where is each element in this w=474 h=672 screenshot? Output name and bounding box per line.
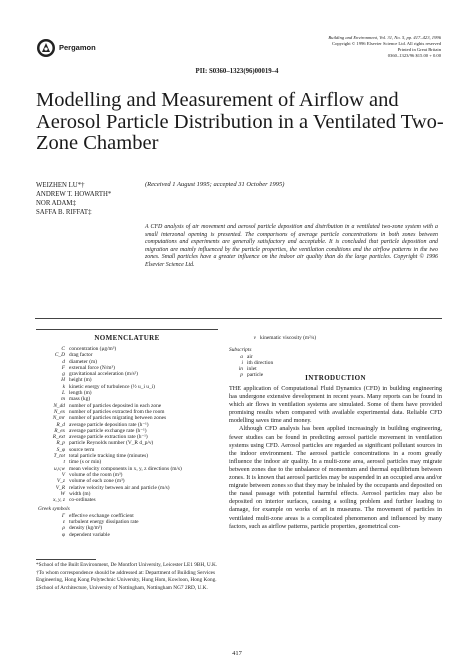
publisher-logo-icon <box>36 38 56 58</box>
nomenclature-symbol: m <box>61 396 65 403</box>
nomenclature-continued <box>229 335 449 379</box>
nomenclature-definition: ith direction <box>247 359 274 366</box>
nomenclature-definition: mass (kg) <box>69 396 91 403</box>
footnote: *School of the Built Environment, De Montfort University, Leicester LE1 9BH, U.K. <box>36 562 218 568</box>
nomenclature-symbol: u,v,w <box>54 465 65 472</box>
nomenclature-symbol: k <box>62 383 65 390</box>
publisher-name: Pergamon <box>59 43 96 52</box>
nomenclature-definition: volume of each zone (m³) <box>69 478 125 485</box>
received-dates: (Received 1 August 1995; accepted 31 October 1995) <box>145 181 285 188</box>
nomenclature-symbol: x, y, z <box>53 497 65 504</box>
nomenclature-symbol: V <box>61 471 65 478</box>
nomenclature-symbol: R_p <box>56 440 65 447</box>
footnote: ‡School of Architecture, University of Nottingham, Nottingham NG7 2RD, U.K. <box>36 585 208 592</box>
introduction-body <box>229 385 442 531</box>
nomenclature-definition: air <box>247 353 253 360</box>
greek-symbols-heading: Greek symbols <box>38 506 70 513</box>
nomenclature-symbol: i <box>241 359 243 366</box>
nomenclature-definition: kinetic energy of turbulence (½ u_i u_i) <box>69 383 155 390</box>
journal-info <box>328 35 441 59</box>
nomenclature-definition: average particle exchange rate (h⁻¹) <box>69 427 147 434</box>
journal-printed: Printed in Great Britain <box>397 47 441 52</box>
author: WEIZHEN LU*† <box>36 182 85 189</box>
nomenclature-symbol: ε <box>62 519 65 526</box>
nomenclature-entry <box>38 532 218 538</box>
nomenclature-definition: drag factor <box>69 352 93 359</box>
nomenclature-definition: width (m) <box>69 490 91 497</box>
nomenclature-definition: external force (N/m³) <box>69 364 115 371</box>
nomenclature-symbol: V_z <box>56 478 65 485</box>
nomenclature-definition: source term <box>69 446 95 453</box>
nomenclature-symbol: N_dd <box>53 402 65 409</box>
nomenclature-definition: number of particles deposited in each zone <box>69 402 162 409</box>
nomenclature-definition: co-ordinates <box>69 497 96 504</box>
paragraph: THE application of Computational Fluid Dynamics (CFD) in building engineering has undergone extensive development in recent years. Many reports can be found in which air flows in ventilation systems are simulated. Some of them have provided promising results when compared with available experimental data. Reliable CFD modelling saves time and money. <box>229 385 442 425</box>
nomenclature-symbol: H <box>61 377 65 384</box>
nomenclature-symbol: C <box>61 346 65 352</box>
nomenclature-definition: particle Reynolds number (V_R d_p/ν) <box>69 440 154 447</box>
nomenclature-definition: mean velocity components in x, y, z directions (m/s) <box>69 465 182 472</box>
nomenclature-list <box>38 346 218 538</box>
nomenclature-entry <box>229 335 449 341</box>
nomenclature-entry <box>38 497 218 503</box>
nomenclature-definition: inlet <box>247 366 257 373</box>
nomenclature-definition: length (m) <box>69 390 92 397</box>
nomenclature-heading: NOMENCLATURE <box>94 334 160 342</box>
nomenclature-definition: average particle extraction rate (h⁻¹) <box>69 434 148 441</box>
nomenclature-definition: effective exchange coefficient <box>69 512 134 519</box>
footnote: †To whom correspondence should be addressed at: Department of Building Services Engineering, Hong Kong Polytechnic University, Hung Hom, Kowloon, Hong Kong. <box>36 570 217 584</box>
nomenclature-definition: average particle deposition rate (h⁻¹) <box>69 421 149 428</box>
nomenclature-definition: dependent variable <box>69 531 110 538</box>
nomenclature-definition: diameter (m) <box>69 358 97 365</box>
footnotes <box>36 562 218 594</box>
nomenclature-symbol: p <box>240 372 243 379</box>
nomenclature-symbol: C_D <box>54 352 65 359</box>
nomenclature-definition: particle <box>247 372 264 379</box>
nomenclature-symbol: F <box>61 364 65 371</box>
subscripts-heading: Subscripts <box>229 347 252 354</box>
nomenclature-definition: height (m) <box>69 377 92 384</box>
nomenclature-symbol: R_ex <box>54 427 65 434</box>
author: SAFFA B. RIFFAT‡ <box>36 209 92 216</box>
page-number: 417 <box>232 650 242 657</box>
nomenclature-symbol: S_φ <box>56 446 65 453</box>
nomenclature-definition: number of particles extracted from the room <box>69 408 165 415</box>
journal-copyright: Copyright © 1996 Elsevier Science Ltd. All rights reserved <box>332 41 441 46</box>
nomenclature-symbol: R_ext <box>52 434 65 441</box>
nomenclature-symbol: V_R <box>55 484 65 491</box>
nomenclature-symbol: d <box>62 358 65 365</box>
abstract: A CFD analysis of air movement and aerosol particle deposition and distribution in a ventilated two-zone system with a small interzonal opening is presented. The comparisons of average particle concentrations in both zones between computations and experiments are generally satisfactory and acceptable. It is concluded that particle deposition and migration are mainly influenced by the particle properties, the ventilation conditions and the airflow patterns in the two zones. Small particles have a greater influence on the indoor air quality than do the large particles. Copyright © 1996 Elsevier Science Ltd. <box>145 224 438 268</box>
section-divider <box>35 318 442 319</box>
nomenclature-symbol: R_d <box>56 421 65 428</box>
nomenclature-symbol: N_ex <box>53 408 65 415</box>
nomenclature-definition: number of particles migrating between zones <box>69 415 167 422</box>
nomenclature-symbol: ρ <box>62 525 65 532</box>
nomenclature-symbol: ν <box>253 335 256 341</box>
nomenclature-symbol: φ <box>62 531 65 538</box>
pii-identifier: PII: S0360–1323(96)00019–4 <box>195 68 279 75</box>
nomenclature-definition: concentration (μg/m³) <box>69 346 117 352</box>
author: ANDREW T. HOWARTH* <box>36 191 112 198</box>
nomenclature-definition: kinematic viscosity (m²/s) <box>260 335 317 341</box>
introduction-heading: INTRODUCTION <box>305 374 366 382</box>
nomenclature-definition: turbulent energy dissipation rate <box>69 519 139 526</box>
nomenclature-definition: gravitational acceleration (m/s²) <box>69 371 138 378</box>
nomenclature-symbol: g <box>62 371 65 378</box>
paragraph: Although CFD analysis has been applied increasingly in building engineering, fewer studies can be found in predicting aerosol particle movement in ventilation systems using CFD. Aerosol particles are regarded as significant pollutant sources in the indoor environment. The aerosol particle concentrations in a room greatly influence the indoor air quality. In a multi-zone area, aerosol particles may migrate between zones due to the unbalance of momentum and thermal equilibrium between zones. It is known that aerosol particles may be suspended in an occupied area and/or migrate between zones so that they may be inhaled by the occupants and deposited on the nasal passage with potential harmful effects. Aerosol particles may also be deposited on interior surfaces, causing a soiling problem and further leading to damage, for example on works of art in museums. The movement of particles in ventilated multi-zone areas is a complicated phenomenon and influenced by many factors, such as airflow patterns, particle properties, geometrical con- <box>229 425 442 530</box>
nomenclature-symbol: L <box>62 390 65 397</box>
nomenclature-symbol: T_tot <box>53 453 65 460</box>
nomenclature-symbol: a <box>240 353 243 360</box>
footnote-rule <box>36 559 96 560</box>
nomenclature-definition: volume of the room (m³) <box>69 471 123 478</box>
journal-citation: Building and Environment, Vol. 31, No. 5, pp. 417–423, 1996 <box>328 35 441 40</box>
nomenclature-definition: total particle tracking time (minutes) <box>69 453 149 460</box>
journal-issn: 0360–1323/96 $15.00 + 0.00 <box>387 53 441 58</box>
nomenclature-definition: time (s or min) <box>69 459 102 466</box>
nomenclature-definition: density (kg/m³) <box>69 525 103 532</box>
author: NOR ADAM‡ <box>36 200 76 207</box>
nomenclature-definition: relative velocity between air and particle (m/s) <box>69 484 170 491</box>
nomenclature-symbol: Γ <box>61 512 65 519</box>
paper-title: Modelling and Measurement of Airflow and Aerosol Particle Distribution in a Ventilated Two-Zone Chamber <box>36 89 444 154</box>
author-list <box>36 181 111 217</box>
nomenclature-symbol: W <box>60 490 65 497</box>
nomenclature-symbol: in <box>238 366 243 373</box>
nomenclature-symbol: N_mr <box>52 415 65 422</box>
nomenclature-symbol: t <box>63 459 65 466</box>
